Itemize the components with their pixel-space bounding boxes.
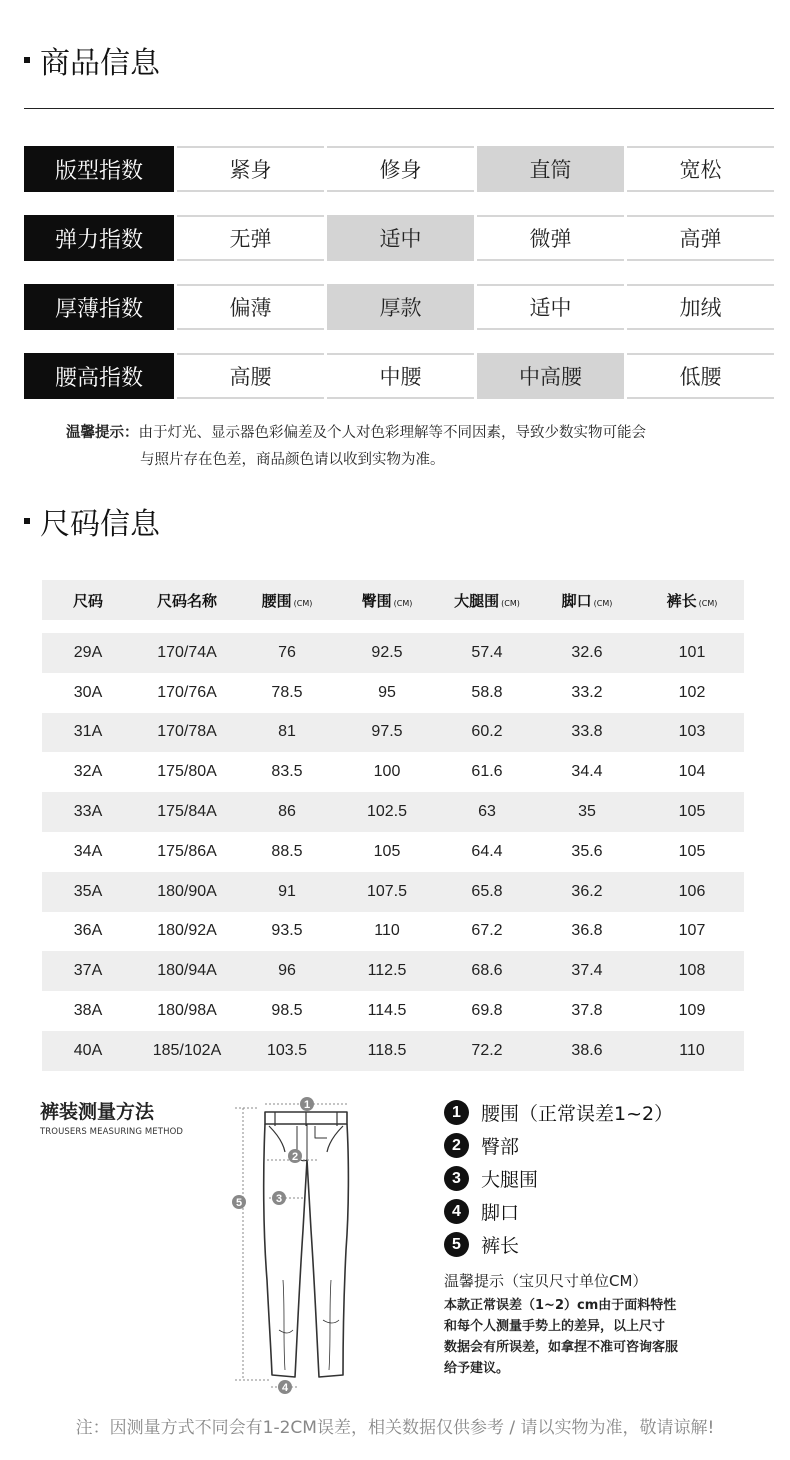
- index-row: [24, 215, 774, 261]
- column-label: 裤长: [666, 591, 697, 610]
- table-cell: 118.5: [334, 1031, 440, 1071]
- table-cell: 103: [640, 713, 744, 753]
- table-cell: 60.2: [440, 713, 534, 753]
- table-cell: 110: [334, 912, 440, 952]
- index-option: 中腰: [327, 353, 474, 399]
- table-cell: 114.5: [334, 991, 440, 1031]
- table-cell: 34A: [42, 832, 134, 872]
- table-cell: 107: [640, 912, 744, 952]
- index-label: 腰高指数: [24, 353, 174, 399]
- size-info-title: [24, 499, 160, 543]
- column-header: [534, 580, 640, 620]
- note-line: 和每个人测量手势上的差异，以上尺寸: [444, 1319, 666, 1334]
- column-label: 大腿围: [454, 591, 500, 610]
- index-option: 微弹: [477, 215, 624, 261]
- number-badge: 5: [444, 1232, 469, 1257]
- index-option: 适中: [477, 284, 624, 330]
- column-label: 臀围: [361, 591, 392, 610]
- title-bullet: [24, 57, 30, 63]
- table-cell: 33.2: [534, 673, 640, 713]
- column-unit: (CM): [698, 598, 718, 608]
- table-cell: 83.5: [240, 752, 334, 792]
- number-badge: 2: [444, 1133, 469, 1158]
- table-cell: 35A: [42, 872, 134, 912]
- table-cell: 98.5: [240, 991, 334, 1031]
- legend-item: [444, 1228, 673, 1261]
- index-option: 中高腰: [477, 353, 624, 399]
- index-label: 弹力指数: [24, 215, 174, 261]
- table-cell: 38.6: [534, 1031, 640, 1071]
- table-row: [42, 633, 744, 673]
- table-cell: 35: [534, 792, 640, 832]
- table-cell: 37A: [42, 951, 134, 991]
- table-cell: 110: [640, 1031, 744, 1071]
- table-cell: 180/94A: [134, 951, 240, 991]
- table-row: [42, 1031, 744, 1071]
- table-cell: 104: [640, 752, 744, 792]
- note-line: 给予建议。: [444, 1361, 510, 1376]
- legend-label: 大腿围: [481, 1169, 539, 1191]
- table-row: [42, 951, 744, 991]
- title-bullet: [24, 518, 30, 524]
- index-option: 直筒: [477, 146, 624, 192]
- table-cell: 170/74A: [134, 633, 240, 673]
- table-cell: 107.5: [334, 872, 440, 912]
- measure-subtitle: TROUSERS MEASURING METHOD: [40, 1127, 183, 1137]
- size-table: [42, 580, 744, 1071]
- table-cell: 36.2: [534, 872, 640, 912]
- index-option: 偏薄: [177, 284, 324, 330]
- column-label: 腰围: [261, 591, 292, 610]
- table-cell: 32A: [42, 752, 134, 792]
- table-row: [42, 991, 744, 1031]
- table-cell: 36.8: [534, 912, 640, 952]
- table-row: [42, 912, 744, 952]
- table-cell: 106: [640, 872, 744, 912]
- table-row: [42, 792, 744, 832]
- column-unit: (CM): [593, 598, 613, 608]
- column-label: 脚口: [561, 591, 592, 610]
- index-option: 修身: [327, 146, 474, 192]
- table-cell: 105: [640, 792, 744, 832]
- size-table-header: [42, 580, 744, 620]
- table-cell: 175/84A: [134, 792, 240, 832]
- table-cell: 81: [240, 713, 334, 753]
- table-cell: 105: [334, 832, 440, 872]
- number-badge: 1: [444, 1100, 469, 1125]
- table-cell: 32.6: [534, 633, 640, 673]
- number-badge: 4: [444, 1199, 469, 1224]
- table-cell: 180/92A: [134, 912, 240, 952]
- table-cell: 35.6: [534, 832, 640, 872]
- table-cell: 76: [240, 633, 334, 673]
- index-option: 无弹: [177, 215, 324, 261]
- index-row: [24, 353, 774, 399]
- table-cell: 57.4: [440, 633, 534, 673]
- table-cell: 103.5: [240, 1031, 334, 1071]
- table-row: [42, 872, 744, 912]
- table-cell: 61.6: [440, 752, 534, 792]
- index-option: 紧身: [177, 146, 324, 192]
- index-option: 低腰: [627, 353, 774, 399]
- color-tip: [66, 420, 766, 474]
- table-cell: 72.2: [440, 1031, 534, 1071]
- index-option: 适中: [327, 215, 474, 261]
- table-cell: 92.5: [334, 633, 440, 673]
- legend-label: 裤长: [481, 1235, 520, 1257]
- column-header: [440, 580, 534, 620]
- legend-item: [444, 1195, 673, 1228]
- table-cell: 38A: [42, 991, 134, 1031]
- index-row: [24, 284, 774, 330]
- index-option: 厚款: [327, 284, 474, 330]
- table-cell: 36A: [42, 912, 134, 952]
- table-row: [42, 673, 744, 713]
- table-cell: 40A: [42, 1031, 134, 1071]
- legend-item: [444, 1096, 673, 1129]
- table-cell: 105: [640, 832, 744, 872]
- table-cell: 37.4: [534, 951, 640, 991]
- svg-text:4: 4: [281, 1382, 289, 1394]
- measure-note-body: [444, 1295, 724, 1379]
- column-unit: (CM): [293, 598, 313, 608]
- table-row: [42, 752, 744, 792]
- table-cell: 175/80A: [134, 752, 240, 792]
- table-cell: 29A: [42, 633, 134, 673]
- trousers-diagram: [225, 1090, 395, 1400]
- table-cell: 64.4: [440, 832, 534, 872]
- table-cell: 170/76A: [134, 673, 240, 713]
- table-cell: 68.6: [440, 951, 534, 991]
- svg-text:3: 3: [275, 1193, 283, 1205]
- size-info-title-text: 尺码信息: [40, 507, 160, 542]
- table-cell: 31A: [42, 713, 134, 753]
- product-info-title-text: 商品信息: [40, 46, 160, 81]
- column-label: 尺码名称: [156, 591, 217, 610]
- index-option: 宽松: [627, 146, 774, 192]
- column-header: [334, 580, 440, 620]
- table-cell: 37.8: [534, 991, 640, 1031]
- legend-label: 脚口: [481, 1202, 520, 1224]
- table-row: [42, 713, 744, 753]
- table-row: [42, 832, 744, 872]
- footer-note: 注：因测量方式不同会有1-2CM误差，相关数据仅供参考 / 请以实物为准，敬请谅解!: [75, 1418, 715, 1438]
- table-cell: 93.5: [240, 912, 334, 952]
- product-info-title: [24, 38, 160, 82]
- table-cell: 63: [440, 792, 534, 832]
- table-cell: 109: [640, 991, 744, 1031]
- table-cell: 33A: [42, 792, 134, 832]
- legend-label: 腰围（正常误差1~2）: [481, 1103, 674, 1125]
- table-cell: 185/102A: [134, 1031, 240, 1071]
- legend-label: 臀部: [481, 1136, 520, 1158]
- table-cell: 108: [640, 951, 744, 991]
- column-header: [640, 580, 744, 620]
- legend-item: [444, 1129, 673, 1162]
- table-cell: 30A: [42, 673, 134, 713]
- svg-text:2: 2: [291, 1151, 299, 1163]
- table-cell: 67.2: [440, 912, 534, 952]
- table-cell: 175/86A: [134, 832, 240, 872]
- table-cell: 97.5: [334, 713, 440, 753]
- svg-text:1: 1: [303, 1099, 311, 1111]
- index-option: 高腰: [177, 353, 324, 399]
- column-unit: (CM): [501, 598, 520, 608]
- column-label: 尺码: [72, 591, 103, 610]
- table-cell: 33.8: [534, 713, 640, 753]
- note-line: 本款正常误差（1~2）cm由于面料特性: [444, 1298, 677, 1313]
- note-line: 数据会有所误差，如拿捏不准可咨询客服: [444, 1340, 679, 1355]
- index-option: 高弹: [627, 215, 774, 261]
- table-cell: 65.8: [440, 872, 534, 912]
- table-cell: 88.5: [240, 832, 334, 872]
- measure-note: [444, 1270, 724, 1379]
- table-cell: 112.5: [334, 951, 440, 991]
- number-badge: 3: [444, 1166, 469, 1191]
- measure-legend: [444, 1096, 673, 1261]
- table-cell: 86: [240, 792, 334, 832]
- table-cell: 91: [240, 872, 334, 912]
- tip-label: 温馨提示：: [66, 425, 139, 441]
- measure-note-title: 温馨提示（宝贝尺寸单位CM）: [444, 1272, 648, 1290]
- tip-line1: 由于灯光、显示器色彩偏差及个人对色彩理解等不同因素，导致少数实物可能会: [138, 425, 646, 441]
- table-cell: 102.5: [334, 792, 440, 832]
- table-cell: 180/98A: [134, 991, 240, 1031]
- column-unit: (CM): [393, 598, 413, 608]
- column-header: [42, 580, 134, 620]
- index-row: [24, 146, 774, 192]
- table-cell: 96: [240, 951, 334, 991]
- measure-title: 裤装测量方法: [40, 1101, 155, 1123]
- svg-text:5: 5: [235, 1197, 243, 1209]
- table-cell: 95: [334, 673, 440, 713]
- column-header: [240, 580, 334, 620]
- table-cell: 34.4: [534, 752, 640, 792]
- table-cell: 180/90A: [134, 872, 240, 912]
- legend-item: [444, 1162, 673, 1195]
- index-label: 版型指数: [24, 146, 174, 192]
- table-cell: 78.5: [240, 673, 334, 713]
- table-cell: 101: [640, 633, 744, 673]
- index-option: 加绒: [627, 284, 774, 330]
- table-cell: 69.8: [440, 991, 534, 1031]
- table-cell: 100: [334, 752, 440, 792]
- tip-line2: 与照片存在色差，商品颜色请以收到实物为准。: [140, 452, 445, 468]
- table-cell: 102: [640, 673, 744, 713]
- index-label: 厚薄指数: [24, 284, 174, 330]
- column-header: [134, 580, 240, 620]
- table-cell: 58.8: [440, 673, 534, 713]
- table-cell: 170/78A: [134, 713, 240, 753]
- divider: [24, 108, 774, 109]
